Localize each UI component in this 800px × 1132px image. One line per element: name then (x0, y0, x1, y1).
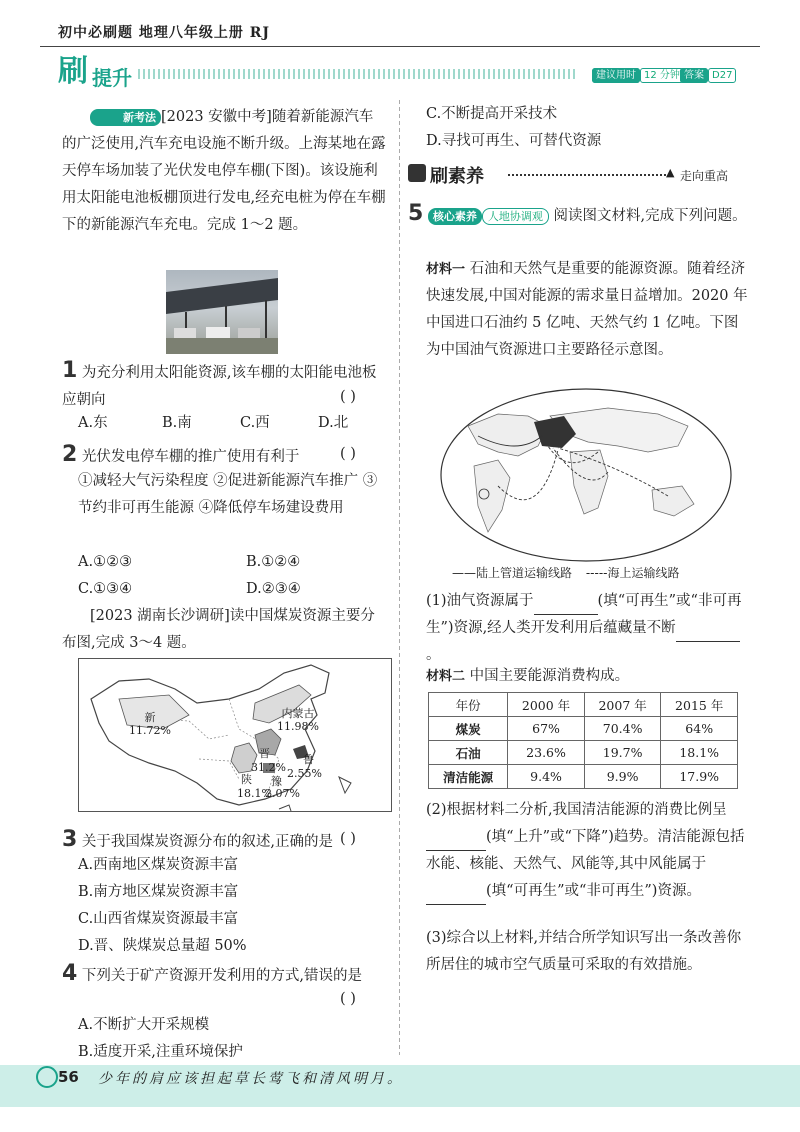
answer-blank[interactable] (426, 904, 486, 905)
option-b[interactable]: B.南方地区煤炭资源丰富 (78, 884, 239, 900)
subquestion-1 (426, 588, 748, 669)
options-list (78, 852, 388, 960)
carport-drawing (166, 270, 278, 354)
sub-text: 。 (426, 647, 441, 663)
material-text: 石油和天然气是重要的能源资源。随着经济快速发展,中国对能源的需求量日益增加。2020 年中国进口石油约 5 亿吨、天然气约 1 亿吨。下图为中国油气资源进口主要路径示意图。 (426, 261, 748, 358)
table-header: 年份 (429, 693, 508, 717)
answer-paren: ( ) (340, 446, 356, 462)
option-d[interactable]: D.②③④ (246, 581, 301, 597)
subquestion-2 (426, 797, 748, 905)
region-name: 内蒙古 (281, 707, 315, 720)
option-c[interactable]: C.西 (240, 415, 270, 431)
question-text: 关于我国煤炭资源分布的叙述,正确的是 (81, 834, 334, 850)
option-b[interactable]: B.南 (162, 415, 192, 431)
answer-label: 答案 (680, 68, 708, 83)
time-label: 建议用时 (592, 68, 640, 83)
label-shaanxi: 陕 (241, 773, 252, 786)
table-cell: 67% (508, 717, 585, 741)
map-intro: [2023 湖南长沙调研]读中国煤炭资源主要分布图,完成 3～4 题。 (62, 608, 375, 651)
option-d[interactable]: D.寻找可再生、可替代资源 (426, 133, 602, 149)
series-title: 初中必刷题 地理八年级上册 RJ (58, 25, 271, 41)
label-shandong-value: 2.55% (287, 767, 322, 780)
intro-text: [2023 安徽中考]随着新能源汽车的广泛使用,汽车充电设施不断升级。上海某地在露天停车场加装了光伏发电停车棚(下图)。该设施利用太阳能电池板棚顶进行发电,经充电桩为停在车棚下的新能源汽车充电。完成 1～2 题。 (62, 109, 386, 233)
answer-blank[interactable] (676, 641, 740, 642)
answer-paren: ( ) (340, 831, 356, 847)
table-cell: 9.9% (584, 765, 661, 789)
option-c[interactable]: C.不断提高开采技术 (426, 106, 558, 122)
section-header (408, 162, 744, 188)
region-name: 新 (144, 711, 156, 724)
options-list (78, 1012, 388, 1066)
option-c[interactable]: C.①③④ (78, 581, 133, 597)
label-shaanxi-value: 18.1% (237, 787, 272, 800)
question-number: 1 (62, 358, 78, 383)
time-value: 12 分钟 (640, 68, 684, 83)
material-2 (426, 663, 748, 690)
table-row (429, 741, 738, 765)
material-label: 材料一 (426, 262, 466, 277)
world-map-drawing (438, 386, 734, 564)
question-number: 2 (62, 442, 78, 467)
sub-text: (1)油气资源属于 (426, 593, 534, 609)
header-rule (40, 46, 760, 47)
legend-land: 陆上管道运输线路 (476, 566, 573, 580)
options-grid (78, 549, 388, 603)
option-d[interactable]: D.晋、陕煤炭总量超 50% (78, 938, 247, 954)
material-1 (426, 256, 748, 364)
mountain-icon: ▲ (666, 166, 675, 179)
dashed-line-icon: ----- (585, 566, 608, 580)
answer-info (680, 63, 736, 82)
legend-sea: 海上运输线路 (607, 566, 680, 580)
column-divider (399, 100, 400, 1055)
option-b[interactable]: B.①②④ (246, 554, 301, 570)
label-henan-value: 2.07% (265, 787, 300, 800)
label-henan: 豫 (271, 775, 282, 788)
table-row (429, 717, 738, 741)
table-cell: 清洁能源 (429, 765, 508, 789)
region-value: 11.98% (277, 720, 319, 733)
time-info (592, 63, 684, 82)
literacy-type-badge: 人地协调观 (482, 208, 549, 225)
table-cell: 19.7% (584, 741, 661, 765)
table-header: 2000 年 (508, 693, 585, 717)
question-1 (62, 357, 387, 414)
question-2 (62, 441, 392, 471)
table-header: 2015 年 (661, 693, 738, 717)
table-cell: 64% (661, 717, 738, 741)
label-xinjiang (129, 711, 171, 737)
sub-text: (填“上升”或“下降”)趋势。清洁能源包括水能、核能、天然气、风能等,其中风能属于 (426, 829, 745, 872)
table-cell: 9.4% (508, 765, 585, 789)
table-cell: 18.1% (661, 741, 738, 765)
question-text: 为充分利用太阳能资源,该车棚的太阳能电池板应朝向 (62, 365, 377, 408)
table-cell: 70.4% (584, 717, 661, 741)
section-icon (408, 164, 426, 182)
question-number: 5 (408, 201, 424, 226)
brand-logo: 刷 (58, 54, 88, 89)
question-5 (408, 200, 748, 230)
option-d[interactable]: D.北 (318, 415, 349, 431)
question-number: 3 (62, 827, 78, 852)
map-legend (452, 564, 680, 581)
table-row (429, 765, 738, 789)
answer-page: D27 (708, 68, 736, 83)
table-cell: 23.6% (508, 741, 585, 765)
option-c[interactable]: C.山西省煤炭资源最丰富 (78, 911, 239, 927)
label-shanxi-value: 31.2% (251, 761, 286, 774)
table-header: 2007 年 (584, 693, 661, 717)
material-text: 中国主要能源消费构成。 (469, 668, 630, 684)
table-cell: 煤炭 (429, 717, 508, 741)
section-title: 刷素养 (430, 166, 484, 187)
option-a[interactable]: A.西南地区煤炭资源丰富 (78, 857, 239, 873)
label-shanxi (259, 747, 270, 760)
answer-blank[interactable] (426, 850, 486, 851)
question-text: 下列关于矿产资源开发利用的方式,错误的是 (81, 968, 363, 984)
section-dotline (508, 174, 666, 176)
new-method-badge: 新考法 (90, 109, 161, 126)
energy-table (428, 692, 738, 789)
footer-logo-icon (36, 1066, 58, 1088)
region-name: 晋 (259, 747, 270, 760)
table-cell: 17.9% (661, 765, 738, 789)
core-literacy-badge: 核心素养 (428, 208, 482, 225)
sub-text: (填“可再生”或“非可再生”)资源,经人类开发利用后蕴藏量不断 (426, 593, 742, 636)
label-inner-mongolia (277, 707, 319, 733)
options-row (78, 410, 378, 437)
region-value: 11.72% (129, 724, 171, 737)
solar-carport-photo (166, 270, 278, 354)
material-label: 材料二 (426, 669, 466, 684)
answer-paren: ( ) (340, 991, 356, 1007)
sub-text: (填“可再生”或“非可再生”)资源。 (486, 883, 701, 899)
oil-gas-route-map (438, 386, 734, 564)
option-a[interactable]: A.不断扩大开采规模 (78, 1017, 210, 1033)
option-a[interactable]: A.①②③ (78, 554, 133, 570)
answer-paren: ( ) (340, 389, 356, 405)
statement-list: ①减轻大气污染程度 ②促进新能源汽车推广 ③节约非可再生能源 ④降低停车场建设费用 (78, 473, 378, 516)
table-header-row (429, 693, 738, 717)
intro-passage (62, 104, 387, 239)
china-outline (79, 659, 391, 811)
q4-options-continued (426, 101, 746, 155)
table-cell: 石油 (429, 741, 508, 765)
question-lead: 阅读图文材料,完成下列问题。 (553, 208, 747, 224)
footer-motto: 少年的肩应该担起草长莺飞和清风明月。 (98, 1071, 404, 1087)
question-number: 4 (62, 961, 78, 986)
section-heading: 提升 (92, 66, 132, 90)
sub-text: (2)根据材料二分析,我国清洁能源的消费比例呈 (426, 802, 727, 818)
page-number: 56 (58, 1068, 79, 1086)
label-shandong: 鲁 (303, 753, 314, 766)
subquestion-3: (3)综合以上材料,并结合所学知识写出一条改善你所居住的城市空气质量可采取的有效措施。 (426, 930, 742, 973)
decorative-dots (138, 69, 578, 79)
option-a[interactable]: A.东 (78, 415, 108, 431)
question-text: 光伏发电停车棚的推广使用有利于 (81, 449, 300, 465)
option-b[interactable]: B.适度开采,注重环境保护 (78, 1044, 243, 1060)
solid-line-icon: —— (452, 566, 476, 580)
section-tag: 走向重高 (680, 169, 729, 183)
answer-blank[interactable] (534, 614, 598, 615)
coal-distribution-map (78, 658, 392, 812)
